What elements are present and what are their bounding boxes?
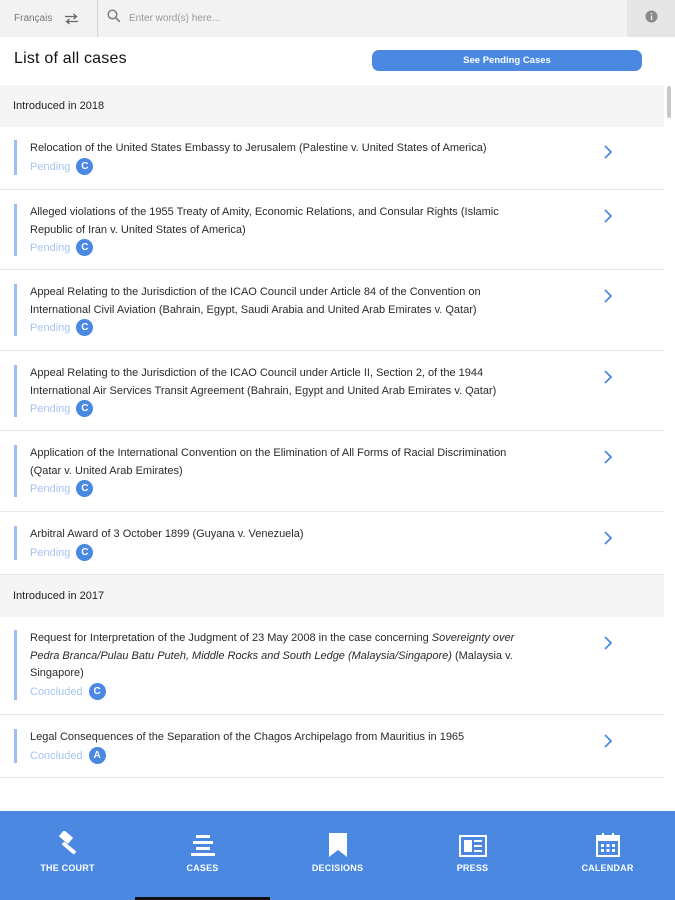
- nav-label: THE COURT: [40, 863, 95, 873]
- search-input[interactable]: [129, 13, 609, 24]
- nav-decisions[interactable]: [270, 811, 405, 900]
- chevron-right-icon: [603, 530, 613, 551]
- row-accent-bar: [14, 365, 17, 417]
- gavel-icon: [55, 831, 81, 857]
- list-item[interactable]: [0, 617, 664, 715]
- case-title: Request for Interpretation of the Judgment of 23 May 2008 in the case concerning Sovereignty over Pedra Branca/Pulau Batu Puteh, Middle Rocks and South Ledge (Malaysia/Singapore) (Malaysia v. Singapore): [30, 632, 515, 679]
- case-status: [30, 544, 93, 561]
- list-item[interactable]: [0, 190, 664, 270]
- status-text: Pending: [30, 402, 71, 415]
- row-accent-bar: [14, 140, 17, 175]
- see-pending-cases-button[interactable]: See Pending Cases: [372, 50, 642, 71]
- status-badge: C: [89, 683, 106, 700]
- top-bar: [0, 0, 675, 37]
- case-status: [30, 239, 93, 256]
- case-status: [30, 319, 93, 336]
- bookmark-icon: [329, 831, 347, 857]
- status-badge: C: [76, 239, 93, 256]
- case-status: [30, 747, 106, 764]
- row-accent-bar: [14, 204, 17, 256]
- case-title: Appeal Relating to the Jurisdiction of the ICAO Council under Article 84 of the Convention on International Civil Aviation (Bahrain, Egypt, Saudi Arabia and United Arab Emirates v. Qatar): [30, 286, 481, 316]
- scrollbar[interactable]: [667, 86, 671, 118]
- info-icon: [645, 10, 658, 28]
- case-title: Alleged violations of the 1955 Treaty of Amity, Economic Relations, and Consular Rights (Islamic Republic of Iran v. United States of America): [30, 206, 499, 236]
- nav-cases[interactable]: [135, 811, 270, 900]
- case-status: [30, 683, 106, 700]
- page-header: [0, 37, 675, 85]
- search-icon: [107, 9, 121, 28]
- stack-icon: [191, 831, 215, 857]
- search-bar: [99, 0, 627, 37]
- chevron-right-icon: [603, 635, 613, 656]
- case-status: [30, 158, 93, 175]
- case-title: Legal Consequences of the Separation of the Chagos Archipelago from Mauritius in 1965: [30, 731, 465, 743]
- row-accent-bar: [14, 445, 17, 497]
- case-title: Arbitral Award of 3 October 1899 (Guyana v. Venezuela): [30, 528, 304, 540]
- list-item[interactable]: [0, 715, 664, 778]
- list-item[interactable]: [0, 270, 664, 351]
- list-item[interactable]: [0, 127, 664, 190]
- row-accent-bar: [14, 526, 17, 560]
- status-text: Pending: [30, 482, 71, 495]
- calendar-icon: [596, 831, 620, 857]
- status-badge: C: [76, 544, 93, 561]
- status-text: Concluded: [30, 685, 83, 698]
- newspaper-icon: [459, 831, 487, 857]
- nav-press[interactable]: [405, 811, 540, 900]
- case-status: [30, 400, 93, 417]
- status-text: Pending: [30, 546, 71, 559]
- nav-label: CALENDAR: [581, 863, 634, 873]
- row-accent-bar: [14, 630, 17, 700]
- case-title: Application of the International Convention on the Elimination of All Forms of Racial Discrimination (Qatar v. United Arab Emirates): [30, 447, 507, 477]
- chevron-right-icon: [603, 449, 613, 470]
- info-button[interactable]: [627, 0, 675, 37]
- nav-label: DECISIONS: [311, 863, 364, 873]
- nav-label: CASES: [186, 863, 219, 873]
- status-badge: C: [76, 400, 93, 417]
- case-list: [0, 85, 664, 778]
- status-text: Pending: [30, 241, 71, 254]
- nav-the-court[interactable]: [0, 811, 135, 900]
- language-switch[interactable]: [0, 0, 98, 37]
- case-status: [30, 480, 93, 497]
- chevron-right-icon: [603, 288, 613, 309]
- case-title: Relocation of the United States Embassy to Jerusalem (Palestine v. United States of America): [30, 142, 487, 154]
- language-label: Français: [14, 13, 53, 24]
- section-header-2018: Introduced in 2018: [0, 85, 664, 127]
- nav-calendar[interactable]: [540, 811, 675, 900]
- chevron-right-icon: [603, 733, 613, 754]
- status-badge: A: [89, 747, 106, 764]
- status-badge: C: [76, 319, 93, 336]
- chevron-right-icon: [603, 369, 613, 390]
- status-badge: C: [76, 158, 93, 175]
- row-accent-bar: [14, 729, 17, 763]
- row-accent-bar: [14, 284, 17, 336]
- list-item[interactable]: [0, 351, 664, 431]
- status-text: Concluded: [30, 749, 83, 762]
- bottom-navigation: [0, 811, 675, 900]
- section-header-2017: Introduced in 2017: [0, 575, 664, 617]
- chevron-right-icon: [603, 208, 613, 229]
- page-title: List of all cases: [14, 50, 127, 67]
- status-badge: C: [76, 480, 93, 497]
- case-title: Appeal Relating to the Jurisdiction of the ICAO Council under Article II, Section 2, of the 1944 International Air Services Transit Agreement (Bahrain, Egypt and United Arab Emirates v. Qatar): [30, 367, 497, 397]
- list-item[interactable]: [0, 512, 664, 575]
- nav-label: PRESS: [456, 863, 489, 873]
- swap-icon: [64, 13, 79, 25]
- list-item[interactable]: [0, 431, 664, 512]
- chevron-right-icon: [603, 144, 613, 165]
- status-text: Pending: [30, 160, 71, 173]
- status-text: Pending: [30, 321, 71, 334]
